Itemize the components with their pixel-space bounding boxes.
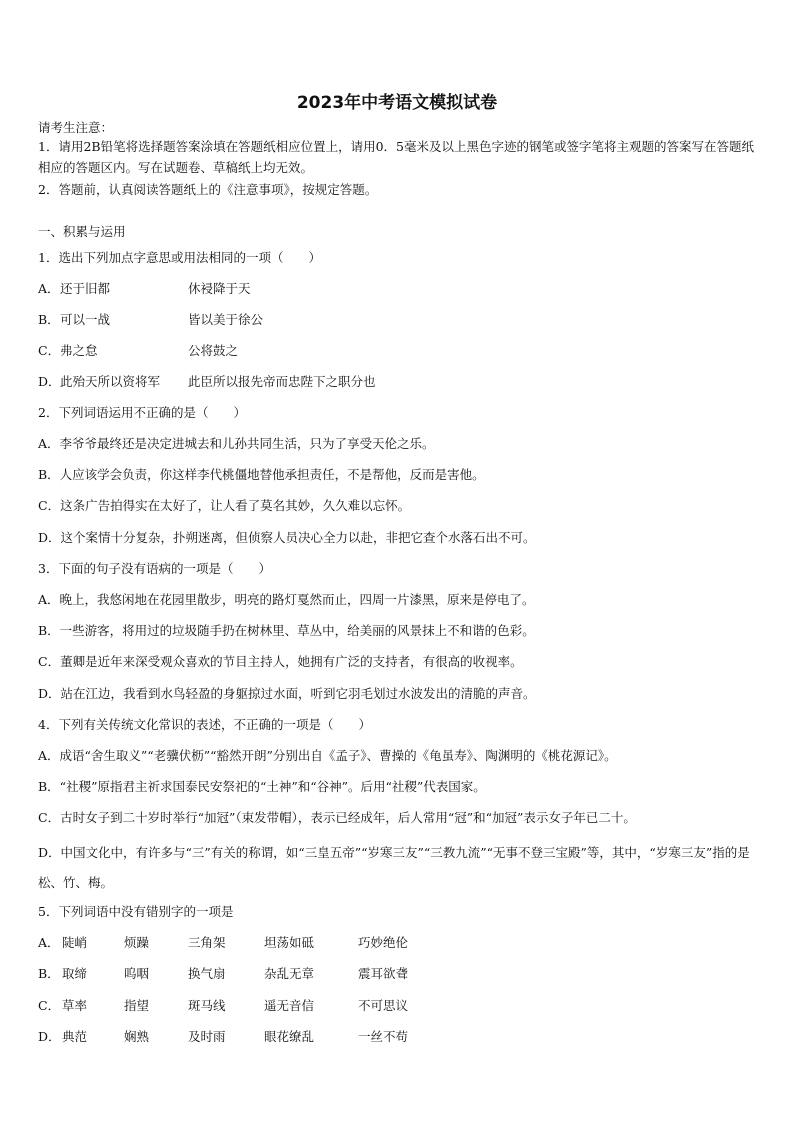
option-label: C．	[38, 998, 61, 1013]
question-1-stem: 1．选出下列加点字意思或用法相同的一项（ ）	[38, 250, 321, 265]
option-text-b: 此臣所以报先帝而忠陛下之职分也	[188, 374, 376, 389]
option-label: C．	[38, 343, 61, 358]
word-3: 换气扇	[188, 966, 226, 981]
word-1: 典范	[62, 1029, 88, 1044]
option-text-b: 皆以美于徐公	[188, 312, 264, 327]
question-4-stem: 4．下列有关传统文化常识的表述，不正确的一项是（ ）	[38, 717, 371, 732]
word-2: 呜咽	[124, 966, 150, 981]
page-title: 2023年中考语文模拟试卷	[296, 93, 498, 113]
option-text-a: 可以一战	[60, 312, 111, 327]
option-text-b: 公将鼓之	[188, 343, 239, 358]
option-label: D．	[38, 374, 61, 389]
q5-option-a[interactable]	[38, 935, 409, 951]
word-1: 陡峭	[62, 935, 88, 950]
q3-option-b[interactable]: B．一些游客，将用过的垃圾随手扔在树林里、草丛中，给美丽的风景抹上不和谐的色彩。	[38, 623, 535, 638]
q1-option-a[interactable]	[38, 281, 251, 297]
word-2: 指望	[124, 998, 150, 1013]
notice-item-1: 1．请用2B铅笔将选择题答案涂填在答题纸相应位置上，请用0．5毫米及以上黑色字迹的钢笔或签字笔将主观题的答案写在答题纸相应的答题区内。写在试题卷、草稿纸上均无效。	[38, 139, 754, 175]
word-5: 震耳欲聋	[358, 966, 409, 981]
word-5: 巧妙绝伦	[358, 935, 409, 950]
word-4: 坦荡如砥	[264, 935, 315, 950]
question-5-stem: 5．下列词语中没有错别字的一项是	[38, 904, 234, 919]
q5-option-c[interactable]	[38, 998, 409, 1014]
q2-option-d[interactable]: D．这个案情十分复杂，扑朔迷离，但侦察人员决心全力以赴，非把它查个水落石出不可。	[38, 530, 536, 545]
word-1: 草率	[62, 998, 88, 1013]
word-2: 烦躁	[124, 935, 150, 950]
question-2-stem: 2．下列词语运用不正确的是（ ）	[38, 405, 246, 420]
section-heading: 一、积累与运用	[38, 224, 126, 239]
q5-option-b[interactable]	[38, 966, 409, 982]
word-4: 遥无音信	[264, 998, 315, 1013]
option-label: A．	[38, 935, 60, 950]
q5-option-d[interactable]	[38, 1029, 409, 1045]
option-label: D．	[38, 1029, 61, 1044]
word-5: 一丝不苟	[358, 1029, 409, 1044]
option-label: B．	[38, 966, 60, 981]
q4-option-b[interactable]: B．“社稷”原指君主祈求国泰民安祭祀的“土神”和“谷神”。后用“社稷”代表国家。	[38, 779, 486, 794]
option-label: B．	[38, 312, 60, 327]
q4-option-a[interactable]: A．成语“舍生取义”“老骥伏枥”“豁然开朗”分别出自《孟子》、曹操的《龟虽寿》、陶渊明的《桃花源记》。	[38, 748, 617, 763]
word-4: 眼花缭乱	[264, 1029, 315, 1044]
notice-heading: 请考生注意：	[38, 120, 114, 135]
q2-option-a[interactable]: A．李爷爷最终还是决定进城去和儿孙共同生活，只为了享受天伦之乐。	[38, 436, 435, 451]
option-label: A．	[38, 281, 60, 296]
question-3-stem: 3．下面的句子没有语病的一项是（ ）	[38, 561, 271, 576]
word-3: 斑马线	[188, 998, 226, 1013]
q3-option-d[interactable]: D．站在江边，我看到水鸟轻盈的身躯掠过水面，听到它羽毛划过水波发出的清脆的声音。	[38, 686, 536, 701]
word-2: 娴熟	[124, 1029, 150, 1044]
q3-option-a[interactable]: A．晚上，我悠闲地在花园里散步，明亮的路灯戛然而止，四周一片漆黑，原来是停电了。	[38, 592, 535, 607]
word-3: 三角架	[188, 935, 226, 950]
word-3: 及时雨	[188, 1029, 226, 1044]
q2-option-b[interactable]: B．人应该学会负责，你这样李代桃僵地替他承担责任，不是帮他，反而是害他。	[38, 467, 485, 482]
q2-option-c[interactable]: C．这条广告拍得实在太好了，让人看了莫名其妙，久久难以忘怀。	[38, 498, 411, 513]
option-text-a: 弗之怠	[60, 343, 98, 358]
word-1: 取缔	[62, 966, 88, 981]
notice-item-2: 2．答题前，认真阅读答题纸上的《注意事项》，按规定答题。	[38, 182, 378, 197]
q1-option-b[interactable]	[38, 312, 264, 328]
option-text-a: 此殆天所以资将军	[60, 374, 161, 389]
q4-option-c[interactable]: C．古时女子到二十岁时举行“加冠”（束发带帽），表示已经成年，后人常用“冠”和“加冠”表示女子年已二十。	[38, 810, 636, 825]
q1-option-d[interactable]	[38, 374, 376, 390]
q1-option-c[interactable]	[38, 343, 239, 359]
word-5: 不可思议	[358, 998, 409, 1013]
q3-option-c[interactable]: C．董卿是近年来深受观众喜欢的节目主持人，她拥有广泛的支持者，有很高的收视率。	[38, 654, 523, 669]
word-4: 杂乱无章	[264, 966, 315, 981]
q4-option-d[interactable]: D．中国文化中，有许多与“三”有关的称谓，如“三皇五帝”“岁寒三友”“三教九流”“无事不登三宝殿”等，其中，“岁寒三友”指的是松、竹、梅。	[38, 845, 750, 890]
option-text-b: 休祲降于天	[188, 281, 251, 296]
option-text-a: 还于旧都	[60, 281, 111, 296]
